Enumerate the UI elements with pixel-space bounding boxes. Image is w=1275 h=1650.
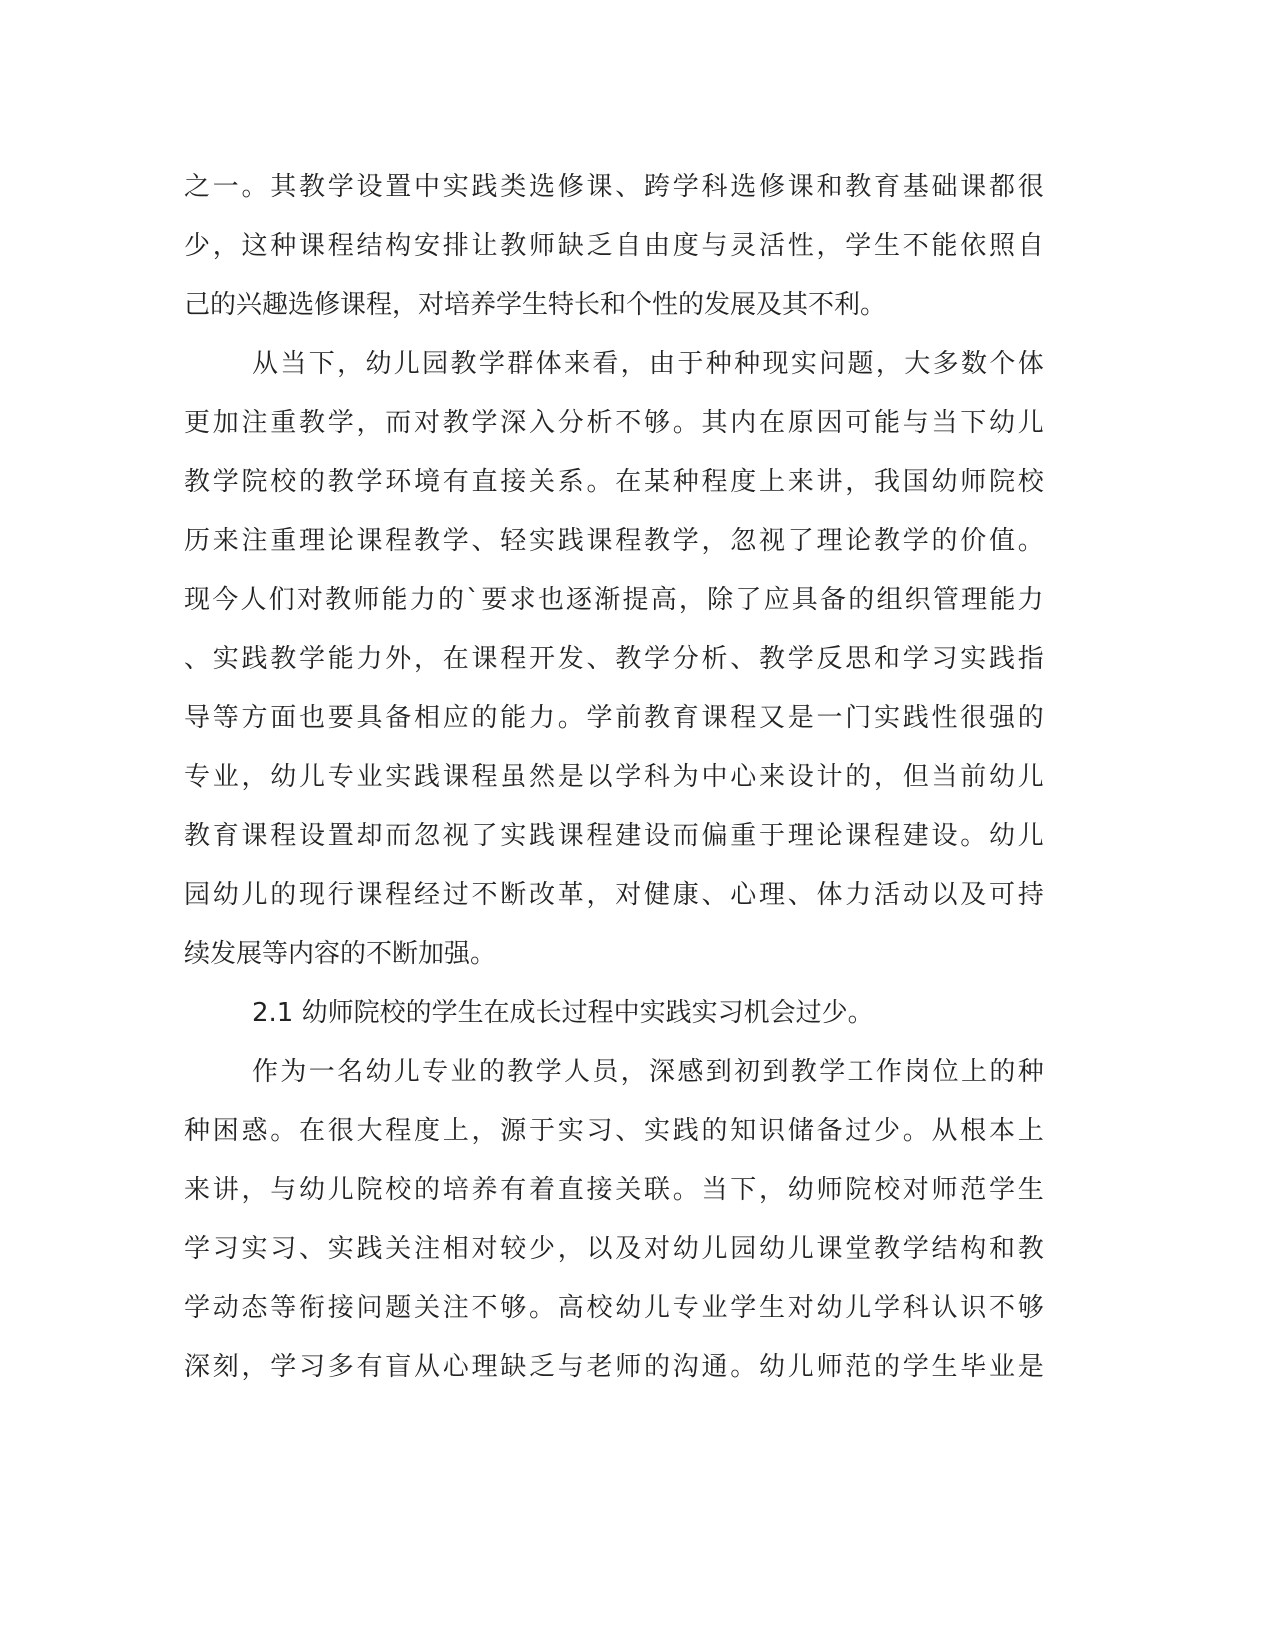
text-line: 教 学 院 校 的 教 学 环 境 有 直 接 关 系 。 在 某 种 程 度 上 来 讲 ， 我 国 幼 师 院 校 bbox=[184, 467, 1044, 497]
text-line: 专 业 ， 幼 儿 专 业 实 践 课 程 虽 然 是 以 学 科 为 中 心 来 设 计 的 ， 但 当 前 幼 儿 bbox=[184, 762, 1044, 792]
text-line: 2.1 幼师院校的学生在成长过程中实践实习机会过少。 bbox=[252, 998, 874, 1028]
document-body bbox=[184, 158, 1044, 1397]
text-line: 己的兴趣选修课程，对培养学生特长和个性的发展及其不利。 bbox=[184, 290, 887, 320]
text-line: 从 当 下 ， 幼 儿 园 教 学 群 体 来 看 ， 由 于 种 种 现 实 问 题 ， 大 多 数 个 体 bbox=[252, 349, 1044, 379]
text-line: 少 ， 这 种 课 程 结 构 安 排 让 教 师 缺 乏 自 由 度 与 灵 活 性 ， 学 生 不 能 依 照 自 bbox=[184, 231, 1044, 261]
text-line: 导 等 方 面 也 要 具 备 相 应 的 能 力 。 学 前 教 育 课 程 又 是 一 门 实 践 性 很 强 的 bbox=[184, 703, 1044, 733]
text-line: 作 为 一 名 幼 儿 专 业 的 教 学 人 员 ， 深 感 到 初 到 教 学 工 作 岗 位 上 的 种 bbox=[252, 1057, 1044, 1087]
text-line: 续发展等内容的不断加强。 bbox=[184, 939, 497, 969]
text-line: 学 动 态 等 衔 接 问 题 关 注 不 够 。 高 校 幼 儿 专 业 学 生 对 幼 儿 学 科 认 识 不 够 bbox=[184, 1293, 1044, 1323]
text-line: 、 实 践 教 学 能 力 外 ， 在 课 程 开 发 、 教 学 分 析 、 教 学 反 思 和 学 习 实 践 指 bbox=[184, 644, 1044, 674]
text-line: 园 幼 儿 的 现 行 课 程 经 过 不 断 改 革 ， 对 健 康 、 心 理 、 体 力 活 动 以 及 可 持 bbox=[184, 880, 1044, 910]
text-line: 深 刻 ， 学 习 多 有 盲 从 心 理 缺 乏 与 老 师 的 沟 通 。 幼 儿 师 范 的 学 生 毕 业 是 bbox=[184, 1352, 1044, 1382]
text-line: 教 育 课 程 设 置 却 而 忽 视 了 实 践 课 程 建 设 而 偏 重 于 理 论 课 程 建 设 。 幼 儿 bbox=[184, 821, 1044, 851]
text-line: 之 一 。 其 教 学 设 置 中 实 践 类 选 修 课 、 跨 学 科 选 修 课 和 教 育 基 础 课 都 很 bbox=[184, 172, 1044, 202]
text-line: 历 来 注 重 理 论 课 程 教 学 、 轻 实 践 课 程 教 学 ， 忽 视 了 理 论 教 学 的 价 值 。 bbox=[184, 526, 1044, 556]
text-line: 来 讲 ， 与 幼 儿 院 校 的 培 养 有 着 直 接 关 联 。 当 下 ， 幼 师 院 校 对 师 范 学 生 bbox=[184, 1175, 1044, 1205]
text-line: 种 困 惑 。 在 很 大 程 度 上 ， 源 于 实 习 、 实 践 的 知 识 储 备 过 少 。 从 根 本 上 bbox=[184, 1116, 1044, 1146]
text-line: 更 加 注 重 教 学 ， 而 对 教 学 深 入 分 析 不 够 。 其 内 在 原 因 可 能 与 当 下 幼 儿 bbox=[184, 408, 1044, 438]
text-line: 现 今 人 们 对 教 师 能 力 的 ` 要 求 也 逐 渐 提 高 ， 除 了 应 具 备 的 组 织 管 理 能 力 bbox=[184, 585, 1044, 615]
text-line: 学 习 实 习 、 实 践 关 注 相 对 较 少 ， 以 及 对 幼 儿 园 幼 儿 课 堂 教 学 结 构 和 教 bbox=[184, 1234, 1044, 1264]
